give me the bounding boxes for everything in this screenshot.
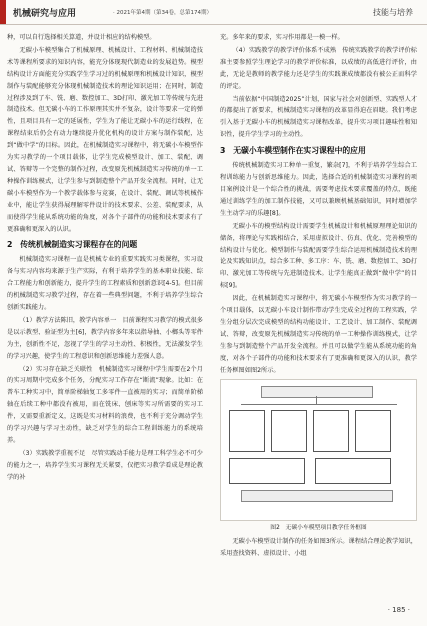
header-accent-bar xyxy=(0,0,6,24)
paragraph: 无碳小车模型设计制作的任务如图3所示。课程结合理论教学知识，采用查找资料、虚拟设计、小组 xyxy=(220,538,417,558)
paragraph: 传统机械制造实习工种单一重复，繁杂[7]，不利于培养学生综合工程训练能力与创新思维能力。因此，选择合适的机械制造实习课程的项目案例设计是一个综合性的挑战，需要考虑技术要求覆盖的特点，既能通过训练学生的加工制作技能，又可以兼顾机械基础知识，同时增加学生主动学习的乐趣[8]。 xyxy=(220,162,417,217)
paragraph: （1）教学方法陈旧，教学内容单一 目前课程实习教学的模式很多是以示教型、验证型为主[6]，教学内容多年来以指导抽、小榔头等零件为主，创新性不足，忽视了学生的学习主动性、积极性，无法激发学生的学习兴趣，使学生的工程意识和创新思维能力差强人意。 xyxy=(7,316,203,360)
diagram-connector xyxy=(241,404,397,405)
diagram-node xyxy=(315,458,391,484)
right-column xyxy=(220,32,417,561)
page-number: · 185 · xyxy=(387,606,410,614)
diagram-node xyxy=(355,410,391,452)
diagram-node xyxy=(313,410,349,452)
paragraph: 无碳小车的模型结构设计需要学生机械设计和机械原理理论知识的储备，将理论与实践相结合，采用虚拟设计、仿真、优化、完善模型的结构设计与优化。模型制作与装配需要学生综合运用机械制造技术的理论及实践知识点，综合多工种、多工序：车、铣、磨、数控加工、3D打印、激光加工等传统与先进制造技术。让学生能真正做到“做中学”的目标[9]。 xyxy=(220,222,417,290)
paragraph: 因此，在机械制造实习课程中，将无碳小车模型作为实习教学的一个项目载体，以无碳小车设计制作带动学生完成全过程的工程实践，学生分组分层次完成模型的结构功能设计、工艺设计、加工制作、装配调试、答辩，改变原先机械制造实习传统的单一工种操作训练模式，让学生参与到制造整个产品开发全流程。并且可以做学生能从系统功能的角度，对各个子部件的功能和技术要求有了更准确和更深入的认识，教学任务框图如图2所示。 xyxy=(220,295,417,374)
paragraph: （4）实践教学的教学评价体系不成熟 传统实践教学的教学评价标准主要参照学生理论学习的教学评价标准，以成绩的高低进行评价，由此，无论是教师的教学能力还是学生的实践课成绩都没有被公正而科学的评定。 xyxy=(220,46,417,90)
diagram-node xyxy=(229,410,265,452)
diagram-connector xyxy=(316,396,317,404)
paragraph: 充。多年来的要求，实习作用都是一模一样。 xyxy=(220,34,344,41)
issue-info: · 2021年第4期（第34卷，总第174期） xyxy=(113,10,212,16)
diagram-node xyxy=(229,458,305,484)
left-column xyxy=(7,32,203,485)
section-heading: 3 无碳小车模型制作在实习课程中的应用 xyxy=(220,146,366,156)
page-header xyxy=(0,0,427,25)
paragraph: 无碳小车模型集合了机械原理、机械设计、工程材料、机械制造技术等课程所要求的知识内容，能充分体现现代制造业的发展趋势。模型结构设计方面能充分实践学生学习过的机械原理和机械设计知识，模型制作与装配能够充分体现机械制造技术的理论知识运用；在同时，制造过程涉及到了车、铣、磨、数控加工、3D打印、激光加工等传统与先进制造技术。但无碳小车的工作原理其实并不复杂，设计等要求一定的弹性，且项目具有一定的延展性，学生为了能让无碳小车的运行线程，在课程结束后仍会有动力继续提升优化机构的设计方案与制作装配，达到“做中学”的目标。因此，在机械制造实习课程中，将无碳小车模型作为实习教学的一个项目载体，让学生完成模型设计、加工、装配、调试、答辩等一个完整的制作过程，改变原先机械制造实习传统的单一工种操作训练模式，让学生参与到制造整个产品开发全流程。同时，让无碳小车模型作为一个教学载体参与竞赛，在设计、装配、调试等机械作业中，能让学生获得展理解零件设计的技术要求、公差、装配要求，从而使得学生能从系统功能的角度，对各个子部件的功能和技术要求有了更准确和更深入的认识。 xyxy=(7,46,203,233)
paragraph: （3）实践教学重视不足 尽管实践动手能力是理工科学生必不可少的能力之一，培养学生实习课程无关紧要，仅把实习教学看成是理论教学的补 xyxy=(7,449,203,481)
section-name: 技能与培养 xyxy=(373,8,413,17)
figure-task-diagram xyxy=(220,379,417,521)
section-heading: 2 传统机械制造实习课程存在的问题 xyxy=(7,240,138,250)
journal-title: 机械研究与应用 xyxy=(13,9,77,19)
diagram-node xyxy=(271,410,307,452)
paragraph: 种，可以自行选择相关算道，并设计相应的结构模型。 xyxy=(7,34,156,41)
paragraph: 当前依据“中国制造2025”计划，国家与社会对创新型、实践型人才的都提出了新要求，机械制造实习课程的改革显得迫在眉睫。我们考虑引入基于无碳小车的机械制造实习课程改革，提升实习项目趣味性和知识性，提升学生学习的主动性。 xyxy=(220,95,417,139)
diagram-bottom-box xyxy=(241,490,393,502)
paragraph: （2）实习存在缺乏关联性 机械制造实习课程中学生需要在2个月的实习周期中完成多个任务，分配实习工作存在“断流”现象。比如：在普车工种实习中，简单阶梯轴复工多零件一直被用的实习；而简单阶梯轴在后续工种中都没有被用，而在铣床、刨床等实习所需要的实习工件，又需要重新定义，这既是实习材料的浪费，也不利于充分调动学生的学习兴趣与学习主动性，缺乏对学生的综合工程训练能力的系统培养。 xyxy=(7,365,203,444)
diagram-top-box xyxy=(261,386,373,398)
figure-caption: 图2 无碳小车模型项目教学任务框图 xyxy=(270,525,367,532)
paragraph: 机械制造实习课程一直是机械专业的重要实践实习类课程，实习设备与实习内容均来源于生产实际，有利于培养学生的基本职业技能、综合工程能力和创新能力，提升学生的工程素质和创新意识[4-5]。但目前的机械制造实习教学过程，存在着一些典型问题，不利于培养学生综合创新实践能力。 xyxy=(7,256,203,312)
